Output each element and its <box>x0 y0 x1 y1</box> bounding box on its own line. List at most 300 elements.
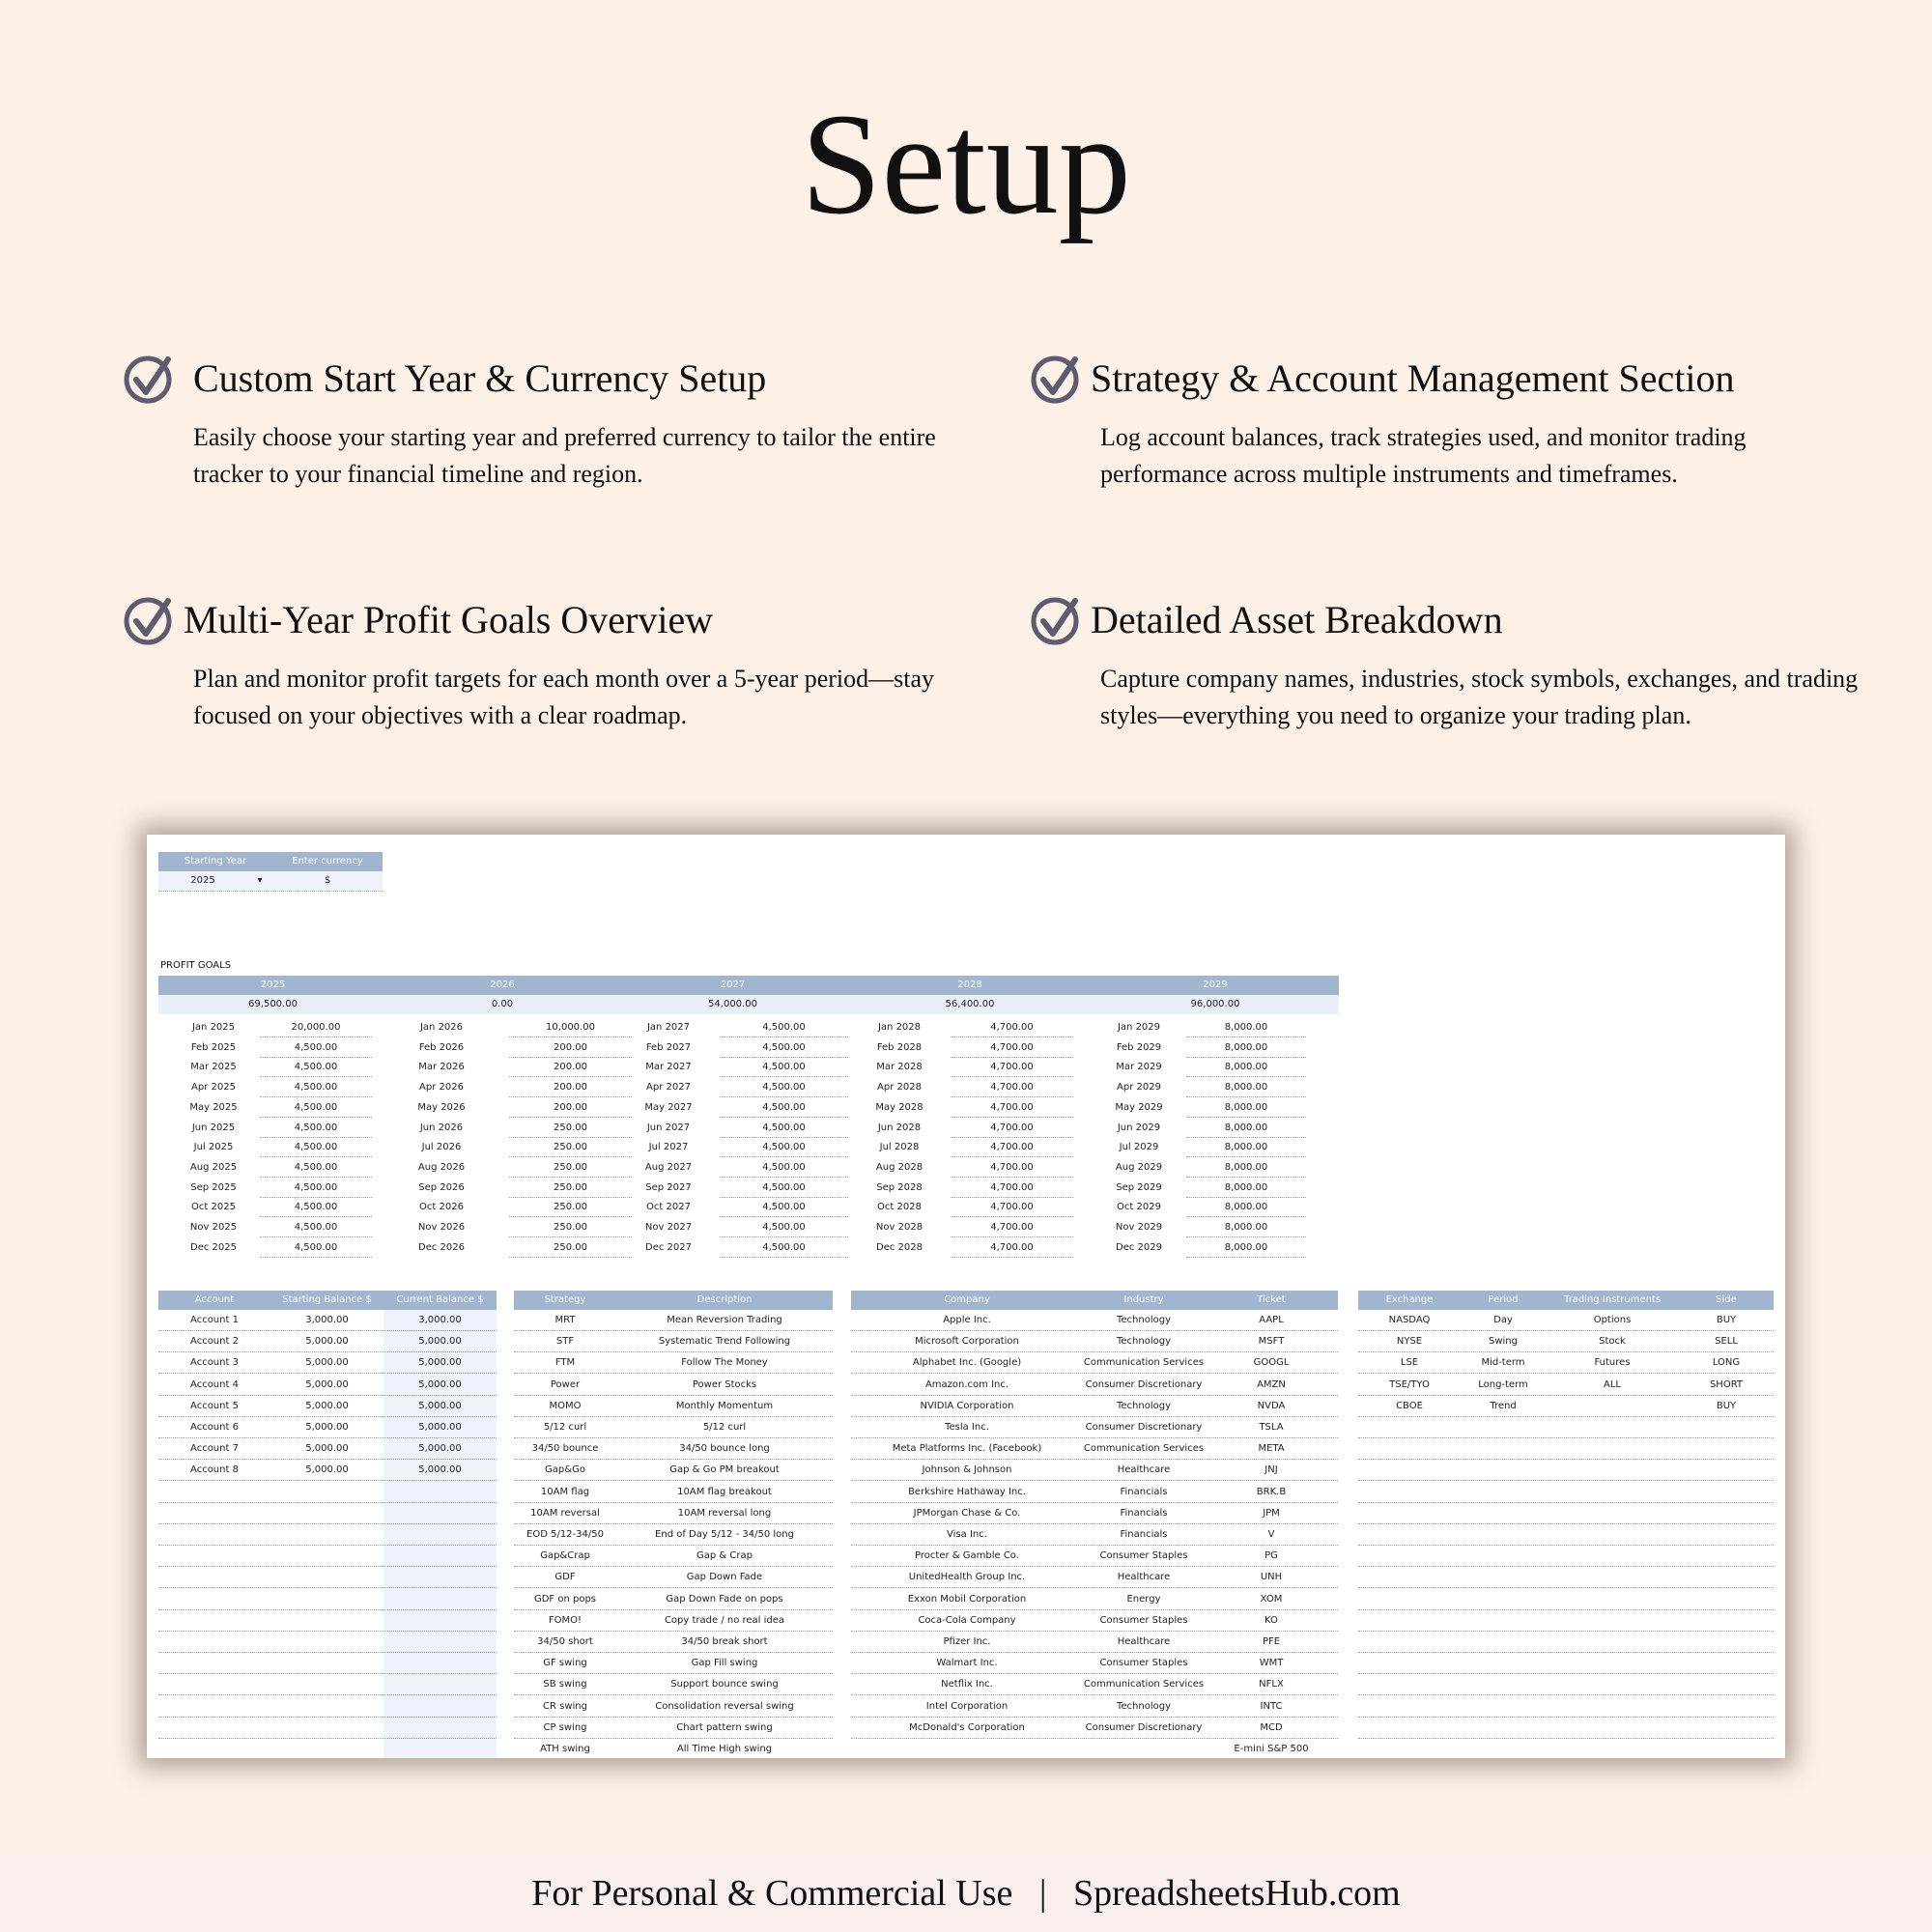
strategy-cell[interactable]: Systematic Trend Following <box>658 1336 791 1348</box>
month-label[interactable]: Nov 2029 <box>1115 1222 1163 1233</box>
month-goal-value[interactable]: 4,500.00 <box>762 1202 806 1213</box>
company-cell[interactable]: AAPL <box>1259 1315 1284 1325</box>
strategy-cell[interactable]: All Time High swing <box>676 1744 773 1754</box>
strategy-cell[interactable]: GDF on pops <box>533 1593 597 1605</box>
exchange-cell[interactable]: BUY <box>1716 1315 1737 1325</box>
account-cell[interactable]: 5,000.00 <box>305 1378 349 1390</box>
month-goal-value[interactable]: 200.00 <box>554 1101 587 1113</box>
month-goal-value[interactable]: 4,500.00 <box>762 1142 806 1153</box>
month-goal-value[interactable]: 4,500.00 <box>294 1062 338 1073</box>
account-cell[interactable]: Account 4 <box>190 1378 239 1390</box>
strategy-cell[interactable]: MRT <box>554 1315 576 1325</box>
strategy-cell[interactable]: STF <box>555 1336 575 1348</box>
exchange-column-header[interactable]: Exchange <box>1358 1291 1461 1310</box>
company-cell[interactable]: Financials <box>1120 1529 1168 1540</box>
month-goal-value[interactable]: 8,000.00 <box>1224 1101 1268 1113</box>
year-header[interactable]: 2027 <box>617 976 848 995</box>
exchange-cell[interactable]: SELL <box>1715 1336 1738 1348</box>
month-label[interactable]: Jul 2029 <box>1119 1142 1159 1153</box>
company-cell[interactable]: Meta Platforms Inc. (Facebook) <box>892 1443 1042 1455</box>
company-cell[interactable]: NVIDIA Corporation <box>920 1400 1014 1411</box>
strategy-cell[interactable]: GDF <box>554 1572 576 1583</box>
exchange-column-header[interactable]: Side <box>1679 1291 1774 1310</box>
strategy-cell[interactable]: 34/50 bounce long <box>679 1443 770 1455</box>
month-label[interactable]: Oct 2025 <box>191 1202 236 1213</box>
starting-year-value[interactable]: 2025 <box>190 875 215 886</box>
month-label[interactable]: May 2029 <box>1115 1101 1163 1113</box>
company-cell[interactable]: BRK.B <box>1256 1486 1287 1497</box>
account-cell[interactable]: Account 2 <box>190 1336 239 1348</box>
currency-value[interactable]: $ <box>324 875 331 886</box>
month-goal-value[interactable]: 4,500.00 <box>294 1082 338 1094</box>
exchange-cell[interactable]: TSE/TYO <box>1389 1378 1430 1390</box>
month-label[interactable]: Sep 2029 <box>1116 1181 1162 1193</box>
company-cell[interactable]: Healthcare <box>1117 1572 1171 1583</box>
company-cell[interactable]: GOOGL <box>1253 1357 1290 1369</box>
month-goal-value[interactable]: 4,700.00 <box>990 1222 1034 1233</box>
exchange-column-header[interactable]: Trading Instruments <box>1546 1291 1679 1310</box>
month-goal-value[interactable]: 4,500.00 <box>762 1022 806 1033</box>
exchange-cell[interactable]: NYSE <box>1396 1336 1423 1348</box>
account-cell[interactable]: Account 7 <box>190 1443 239 1455</box>
month-label[interactable]: Dec 2025 <box>190 1241 237 1253</box>
feature-title: Multi-Year Profit Goals Overview <box>184 598 714 641</box>
month-goal-value[interactable]: 4,500.00 <box>294 1101 338 1113</box>
strategy-cell[interactable]: End of Day 5/12 - 34/50 long <box>655 1529 794 1540</box>
chevron-down-icon[interactable]: ▾ <box>257 875 263 886</box>
company-cell[interactable]: Netflix Inc. <box>941 1679 993 1690</box>
year-total[interactable]: 96,000.00 <box>1190 999 1240 1009</box>
company-cell[interactable]: Communication Services <box>1083 1443 1205 1455</box>
month-goal-value[interactable]: 8,000.00 <box>1224 1142 1268 1153</box>
company-cell[interactable]: Microsoft Corporation <box>915 1336 1019 1348</box>
company-cell[interactable]: META <box>1258 1443 1285 1455</box>
month-label[interactable]: Sep 2026 <box>418 1181 465 1193</box>
month-label[interactable]: Jun 2027 <box>646 1122 691 1133</box>
year-total[interactable]: 54,000.00 <box>708 999 757 1009</box>
month-goal-value[interactable]: 4,500.00 <box>762 1161 806 1173</box>
strategy-cell[interactable]: 10AM reversal long <box>677 1507 772 1519</box>
strategy-cell[interactable]: Gap & Go PM breakout <box>669 1464 780 1476</box>
month-label[interactable]: Apr 2025 <box>191 1082 236 1094</box>
month-label[interactable]: Feb 2026 <box>418 1041 465 1053</box>
strategy-cell[interactable]: Gap Fill swing <box>691 1658 758 1669</box>
month-label[interactable]: May 2025 <box>189 1101 238 1113</box>
month-goal-value[interactable]: 4,500.00 <box>762 1062 806 1073</box>
month-label[interactable]: Jan 2028 <box>877 1022 922 1033</box>
month-label[interactable]: Sep 2027 <box>645 1181 692 1193</box>
month-goal-value[interactable]: 250.00 <box>554 1202 587 1213</box>
exchange-cell[interactable]: LSE <box>1400 1357 1419 1369</box>
company-cell[interactable]: JNJ <box>1264 1464 1278 1476</box>
month-goal-value[interactable]: 4,500.00 <box>762 1122 806 1133</box>
company-cell[interactable]: E-mini S&P 500 <box>1234 1744 1309 1754</box>
footer-site-link[interactable]: SpreadsheetsHub.com <box>1072 1873 1401 1914</box>
company-cell[interactable]: Visa Inc. <box>947 1529 987 1540</box>
currency-header[interactable]: Enter currency <box>272 852 383 871</box>
month-label[interactable]: May 2027 <box>644 1101 693 1113</box>
strategy-cell[interactable]: SB swing <box>543 1679 587 1690</box>
month-goal-value[interactable]: 10,000.00 <box>546 1022 595 1033</box>
month-goal-value[interactable]: 4,500.00 <box>294 1181 338 1193</box>
month-label[interactable]: Oct 2028 <box>877 1202 922 1213</box>
exchange-cell[interactable]: Swing <box>1489 1336 1518 1348</box>
strategy-cell[interactable]: Copy trade / no real idea <box>664 1614 785 1626</box>
strategy-cell[interactable]: EOD 5/12-34/50 <box>526 1529 604 1540</box>
company-cell[interactable]: MSFT <box>1258 1336 1285 1348</box>
month-goal-value[interactable]: 4,700.00 <box>990 1101 1034 1113</box>
month-goal-value[interactable]: 250.00 <box>554 1181 587 1193</box>
company-column-header[interactable]: Ticket <box>1205 1291 1338 1310</box>
company-cell[interactable]: Technology <box>1116 1336 1171 1348</box>
month-goal-value[interactable]: 4,700.00 <box>990 1022 1034 1033</box>
month-goal-value[interactable]: 4,500.00 <box>762 1241 806 1253</box>
account-cell[interactable]: 5,000.00 <box>305 1422 349 1433</box>
starting-year-header[interactable]: Starting Year <box>158 852 272 871</box>
strategy-cell[interactable]: Mean Reversion Trading <box>667 1315 782 1325</box>
company-cell[interactable]: Coca-Cola Company <box>918 1614 1016 1626</box>
strategy-cell[interactable]: CR swing <box>543 1700 587 1712</box>
year-total[interactable]: 0.00 <box>491 999 514 1009</box>
company-cell[interactable]: Tesla Inc. <box>945 1422 989 1433</box>
month-label[interactable]: Mar 2028 <box>876 1062 923 1073</box>
company-cell[interactable]: Communication Services <box>1083 1357 1205 1369</box>
strategy-cell[interactable]: Gap Down Fade <box>686 1572 763 1583</box>
company-column-header[interactable]: Company <box>851 1291 1083 1310</box>
strategy-cell[interactable]: GF swing <box>543 1658 587 1669</box>
month-goal-value[interactable]: 4,500.00 <box>294 1041 338 1053</box>
month-label[interactable]: Aug 2026 <box>417 1161 466 1173</box>
month-label[interactable]: Mar 2026 <box>418 1062 465 1073</box>
month-label[interactable]: Nov 2025 <box>189 1222 238 1233</box>
month-label[interactable]: May 2026 <box>417 1101 466 1113</box>
month-label[interactable]: Jul 2028 <box>879 1142 920 1153</box>
exchange-cell[interactable]: Stock <box>1599 1336 1626 1348</box>
month-goal-value[interactable]: 200.00 <box>554 1041 587 1053</box>
strategy-cell[interactable]: 34/50 bounce <box>531 1443 599 1455</box>
month-label[interactable]: Nov 2026 <box>417 1222 466 1233</box>
company-cell[interactable]: NVDA <box>1257 1400 1286 1411</box>
company-cell[interactable]: UNH <box>1260 1572 1283 1583</box>
strategy-cell[interactable]: 10AM reversal <box>530 1507 600 1519</box>
year-header[interactable]: 2029 <box>1092 976 1339 995</box>
month-label[interactable]: Apr 2028 <box>877 1082 922 1094</box>
account-cell[interactable]: Account 6 <box>190 1422 239 1433</box>
company-cell[interactable]: Johnson & Johnson <box>922 1464 1012 1476</box>
account-cell[interactable]: 5,000.00 <box>305 1357 349 1369</box>
month-label[interactable]: Apr 2027 <box>646 1082 691 1094</box>
strategy-cell[interactable]: Monthly Momentum <box>675 1400 774 1411</box>
month-label[interactable]: Feb 2025 <box>190 1041 237 1053</box>
exchange-cell[interactable]: CBOE <box>1396 1400 1423 1411</box>
company-cell[interactable]: McDonald's Corporation <box>909 1721 1025 1733</box>
exchange-cell[interactable]: Mid-term <box>1481 1357 1525 1369</box>
company-cell[interactable]: JPMorgan Chase & Co. <box>913 1507 1021 1519</box>
month-goal-value[interactable]: 4,700.00 <box>990 1082 1034 1094</box>
strategy-column-header[interactable]: Description <box>616 1291 833 1310</box>
company-cell[interactable]: KO <box>1264 1614 1278 1626</box>
month-label[interactable]: Nov 2027 <box>644 1222 693 1233</box>
strategy-cell[interactable]: FTM <box>554 1357 576 1369</box>
company-cell[interactable]: Healthcare <box>1117 1464 1171 1476</box>
strategy-cell[interactable]: Consolidation reversal swing <box>655 1700 794 1712</box>
strategy-cell[interactable]: Power Stocks <box>692 1378 757 1390</box>
month-goal-value[interactable]: 4,700.00 <box>990 1142 1034 1153</box>
month-goal-value[interactable]: 4,500.00 <box>294 1161 338 1173</box>
strategy-cell[interactable]: MOMO <box>549 1400 582 1411</box>
month-goal-value[interactable]: 20,000.00 <box>291 1022 341 1033</box>
company-cell[interactable]: Consumer Staples <box>1099 1614 1188 1626</box>
month-goal-value[interactable]: 4,700.00 <box>990 1062 1034 1073</box>
company-cell[interactable]: Energy <box>1126 1593 1161 1605</box>
month-goal-value[interactable]: 4,500.00 <box>762 1222 806 1233</box>
strategy-cell[interactable]: 5/12 curl <box>543 1422 587 1433</box>
month-goal-value[interactable]: 4,700.00 <box>990 1161 1034 1173</box>
strategy-cell[interactable]: 10AM flag <box>540 1486 590 1497</box>
month-label[interactable]: Jul 2026 <box>421 1142 462 1153</box>
month-goal-value[interactable]: 8,000.00 <box>1224 1022 1268 1033</box>
month-goal-value[interactable]: 250.00 <box>554 1142 587 1153</box>
month-label[interactable]: Mar 2025 <box>190 1062 237 1073</box>
accounts-column-header[interactable]: Current Balance $ <box>384 1291 497 1310</box>
exchange-cell[interactable]: Day <box>1493 1315 1513 1325</box>
account-cell[interactable]: 5,000.00 <box>418 1336 462 1348</box>
strategy-cell[interactable]: Gap & Crap <box>696 1550 753 1562</box>
exchange-cell[interactable]: ALL <box>1604 1378 1621 1390</box>
month-label[interactable]: Sep 2025 <box>190 1181 237 1193</box>
month-goal-value[interactable]: 4,700.00 <box>990 1202 1034 1213</box>
month-label[interactable]: Feb 2029 <box>1116 1041 1162 1053</box>
month-label[interactable]: Aug 2025 <box>189 1161 238 1173</box>
month-goal-value[interactable]: 8,000.00 <box>1224 1041 1268 1053</box>
month-label[interactable]: Aug 2028 <box>875 1161 923 1173</box>
strategy-column-header[interactable]: Strategy <box>514 1291 616 1310</box>
month-label[interactable]: Aug 2029 <box>1115 1161 1163 1173</box>
strategy-cell[interactable]: Power <box>550 1378 581 1390</box>
month-label[interactable]: Mar 2027 <box>645 1062 692 1073</box>
account-cell[interactable]: 5,000.00 <box>418 1357 462 1369</box>
month-goal-value[interactable]: 4,700.00 <box>990 1241 1034 1253</box>
month-goal-value[interactable]: 8,000.00 <box>1224 1202 1268 1213</box>
month-goal-value[interactable]: 4,500.00 <box>762 1101 806 1113</box>
month-goal-value[interactable]: 4,500.00 <box>294 1241 338 1253</box>
strategy-cell[interactable]: Gap&Go <box>545 1464 585 1476</box>
month-label[interactable]: Mar 2029 <box>1116 1062 1162 1073</box>
accounts-column-header[interactable]: Account <box>158 1291 270 1310</box>
month-goal-value[interactable]: 250.00 <box>554 1161 587 1173</box>
month-label[interactable]: Oct 2029 <box>1117 1202 1161 1213</box>
month-goal-value[interactable]: 4,500.00 <box>294 1122 338 1133</box>
month-label[interactable]: Apr 2026 <box>419 1082 464 1094</box>
month-label[interactable]: Jul 2027 <box>648 1142 689 1153</box>
month-goal-value[interactable]: 4,500.00 <box>762 1181 806 1193</box>
company-cell[interactable]: Consumer Discretionary <box>1085 1378 1203 1390</box>
account-cell[interactable]: 5,000.00 <box>305 1443 349 1455</box>
account-cell[interactable]: Account 8 <box>190 1464 239 1476</box>
exchange-cell[interactable]: Long-term <box>1478 1378 1528 1390</box>
year-header[interactable]: 2028 <box>848 976 1092 995</box>
month-goal-value[interactable]: 4,500.00 <box>294 1142 338 1153</box>
exchange-cell[interactable] <box>1546 1396 1679 1417</box>
month-label[interactable]: May 2028 <box>875 1101 923 1113</box>
company-cell[interactable]: Pfizer Inc. <box>943 1636 991 1647</box>
month-goal-value[interactable]: 4,700.00 <box>990 1181 1034 1193</box>
account-cell[interactable]: 5,000.00 <box>418 1400 462 1411</box>
month-label[interactable]: Jan 2025 <box>191 1022 236 1033</box>
company-cell[interactable]: INTC <box>1260 1700 1283 1712</box>
company-cell[interactable]: Intel Corporation <box>925 1700 1009 1712</box>
month-label[interactable]: Jun 2028 <box>877 1122 922 1133</box>
company-cell[interactable]: Consumer Discretionary <box>1085 1721 1203 1733</box>
company-cell[interactable] <box>851 1739 1083 1760</box>
month-goal-value[interactable]: 4,500.00 <box>762 1041 806 1053</box>
month-label[interactable]: Dec 2026 <box>418 1241 465 1253</box>
account-cell[interactable]: 5,000.00 <box>418 1422 462 1433</box>
month-label[interactable]: Oct 2027 <box>646 1202 691 1213</box>
month-label[interactable]: Feb 2027 <box>645 1041 692 1053</box>
strategy-cell[interactable]: Follow The Money <box>681 1357 768 1369</box>
month-label[interactable]: Aug 2027 <box>644 1161 693 1173</box>
company-cell[interactable]: Berkshire Hathaway Inc. <box>908 1486 1026 1497</box>
company-cell[interactable]: Exxon Mobil Corporation <box>907 1593 1027 1605</box>
company-cell[interactable]: PG <box>1264 1550 1278 1562</box>
month-label[interactable]: Jun 2029 <box>1117 1122 1161 1133</box>
company-cell[interactable]: Alphabet Inc. (Google) <box>912 1357 1022 1369</box>
company-cell[interactable]: Amazon.com Inc. <box>924 1378 1009 1390</box>
strategy-cell[interactable]: Chart pattern swing <box>676 1721 773 1733</box>
year-total[interactable]: 56,400.00 <box>945 999 995 1009</box>
month-goal-value[interactable]: 4,700.00 <box>990 1041 1034 1053</box>
month-goal-value[interactable]: 8,000.00 <box>1224 1241 1268 1253</box>
exchange-cell[interactable]: NASDAQ <box>1388 1315 1431 1325</box>
account-cell[interactable]: 3,000.00 <box>418 1315 462 1325</box>
exchange-column-header[interactable]: Period <box>1461 1291 1546 1310</box>
month-label[interactable]: Jan 2029 <box>1117 1022 1161 1033</box>
account-cell[interactable]: Account 1 <box>190 1315 239 1325</box>
month-goal-value[interactable]: 4,500.00 <box>762 1082 806 1094</box>
company-cell[interactable]: WMT <box>1259 1658 1284 1669</box>
company-cell[interactable]: Walmart Inc. <box>936 1658 998 1669</box>
month-goal-value[interactable]: 200.00 <box>554 1062 587 1073</box>
company-cell[interactable]: Healthcare <box>1117 1636 1171 1647</box>
strategy-cell[interactable]: 10AM flag breakout <box>677 1486 772 1497</box>
exchange-cell[interactable]: Trend <box>1490 1400 1517 1411</box>
account-cell[interactable]: 5,000.00 <box>305 1400 349 1411</box>
month-label[interactable]: Jun 2025 <box>191 1122 236 1133</box>
year-header[interactable]: 2025 <box>158 976 387 995</box>
month-label[interactable]: Sep 2028 <box>876 1181 923 1193</box>
company-cell[interactable]: UnitedHealth Group Inc. <box>908 1572 1026 1583</box>
company-column-header[interactable]: Industry <box>1083 1291 1205 1310</box>
company-cell[interactable]: Technology <box>1116 1400 1171 1411</box>
company-cell[interactable]: Financials <box>1120 1486 1168 1497</box>
company-cell[interactable]: PFE <box>1262 1636 1281 1647</box>
month-goal-value[interactable]: 4,500.00 <box>294 1202 338 1213</box>
company-cell[interactable]: V <box>1267 1529 1275 1540</box>
month-goal-value[interactable]: 250.00 <box>554 1222 587 1233</box>
account-cell[interactable]: Account 5 <box>190 1400 239 1411</box>
company-cell[interactable]: Consumer Staples <box>1099 1658 1188 1669</box>
month-goal-value[interactable]: 250.00 <box>554 1122 587 1133</box>
month-label[interactable]: Dec 2029 <box>1116 1241 1162 1253</box>
strategy-cell[interactable]: Support bounce swing <box>670 1679 779 1690</box>
account-cell[interactable]: 3,000.00 <box>305 1315 349 1325</box>
strategy-cell[interactable]: 34/50 short <box>537 1636 593 1647</box>
year-total[interactable]: 69,500.00 <box>248 999 298 1009</box>
exchange-cell[interactable]: BUY <box>1716 1400 1737 1411</box>
month-goal-value[interactable]: 8,000.00 <box>1224 1062 1268 1073</box>
strategy-cell[interactable]: Gap Down Fade on pops <box>666 1593 783 1605</box>
month-label[interactable]: Oct 2026 <box>419 1202 464 1213</box>
account-cell[interactable]: Account 3 <box>190 1357 239 1369</box>
month-goal-value[interactable]: 250.00 <box>554 1241 587 1253</box>
month-goal-value[interactable]: 4,500.00 <box>294 1222 338 1233</box>
month-label[interactable]: Apr 2029 <box>1117 1082 1161 1094</box>
accounts-column-header[interactable]: Starting Balance $ <box>270 1291 384 1310</box>
company-cell[interactable]: XOM <box>1260 1593 1283 1605</box>
company-cell[interactable]: Consumer Staples <box>1099 1550 1188 1562</box>
account-cell[interactable]: 5,000.00 <box>418 1464 462 1476</box>
exchange-row-divider <box>1358 1738 1774 1739</box>
month-label[interactable]: Jan 2027 <box>646 1022 691 1033</box>
month-label[interactable]: Jul 2025 <box>193 1142 234 1153</box>
month-label[interactable]: Jun 2026 <box>419 1122 464 1133</box>
strategy-cell[interactable]: 34/50 break short <box>681 1636 768 1647</box>
account-cell[interactable]: 5,000.00 <box>305 1336 349 1348</box>
month-label[interactable]: Nov 2028 <box>875 1222 923 1233</box>
strategy-cell[interactable]: 5/12 curl <box>702 1422 747 1433</box>
company-cell[interactable]: AMZN <box>1257 1378 1286 1390</box>
company-cell[interactable]: Consumer Discretionary <box>1085 1422 1203 1433</box>
company-cell[interactable]: Financials <box>1120 1507 1168 1519</box>
exchange-cell[interactable]: LONG <box>1712 1357 1741 1369</box>
month-goal-value[interactable]: 8,000.00 <box>1224 1082 1268 1094</box>
exchange-cell[interactable]: SHORT <box>1709 1378 1744 1390</box>
company-cell[interactable] <box>1083 1739 1205 1760</box>
exchange-cell[interactable]: Options <box>1593 1315 1632 1325</box>
month-label[interactable]: Dec 2027 <box>645 1241 692 1253</box>
month-goal-value[interactable]: 8,000.00 <box>1224 1161 1268 1173</box>
strategy-cell[interactable]: Gap&Crap <box>540 1550 590 1562</box>
month-goal-value[interactable]: 200.00 <box>554 1082 587 1094</box>
month-goal-value[interactable]: 8,000.00 <box>1224 1181 1268 1193</box>
account-cell[interactable]: 5,000.00 <box>418 1378 462 1390</box>
account-cell[interactable]: 5,000.00 <box>418 1443 462 1455</box>
company-cell[interactable]: Technology <box>1116 1700 1171 1712</box>
company-cell[interactable]: NFLX <box>1259 1679 1284 1690</box>
year-header[interactable]: 2026 <box>387 976 617 995</box>
account-cell[interactable]: 5,000.00 <box>305 1464 349 1476</box>
company-cell[interactable]: Procter & Gamble Co. <box>915 1550 1019 1562</box>
month-label[interactable]: Jan 2026 <box>419 1022 464 1033</box>
month-goal-value[interactable]: 4,700.00 <box>990 1122 1034 1133</box>
profit-goals-label[interactable]: PROFIT GOALS <box>160 960 232 971</box>
company-cell[interactable]: TSLA <box>1259 1422 1284 1433</box>
month-label[interactable]: Dec 2028 <box>876 1241 923 1253</box>
month-goal-value[interactable]: 8,000.00 <box>1224 1122 1268 1133</box>
strategy-cell[interactable]: ATH swing <box>540 1744 590 1754</box>
month-goal-value[interactable]: 8,000.00 <box>1224 1222 1268 1233</box>
company-cell[interactable]: MCD <box>1260 1721 1283 1733</box>
strategy-cell[interactable]: CP swing <box>543 1721 587 1733</box>
company-cell[interactable]: Apple Inc. <box>943 1315 991 1325</box>
company-cell[interactable]: Communication Services <box>1083 1679 1205 1690</box>
exchange-cell[interactable]: Futures <box>1594 1357 1631 1369</box>
strategy-cell[interactable]: FOMO! <box>548 1614 582 1626</box>
month-label[interactable]: Feb 2028 <box>876 1041 923 1053</box>
company-cell[interactable]: JPM <box>1263 1507 1280 1519</box>
company-cell[interactable]: Technology <box>1116 1315 1171 1325</box>
